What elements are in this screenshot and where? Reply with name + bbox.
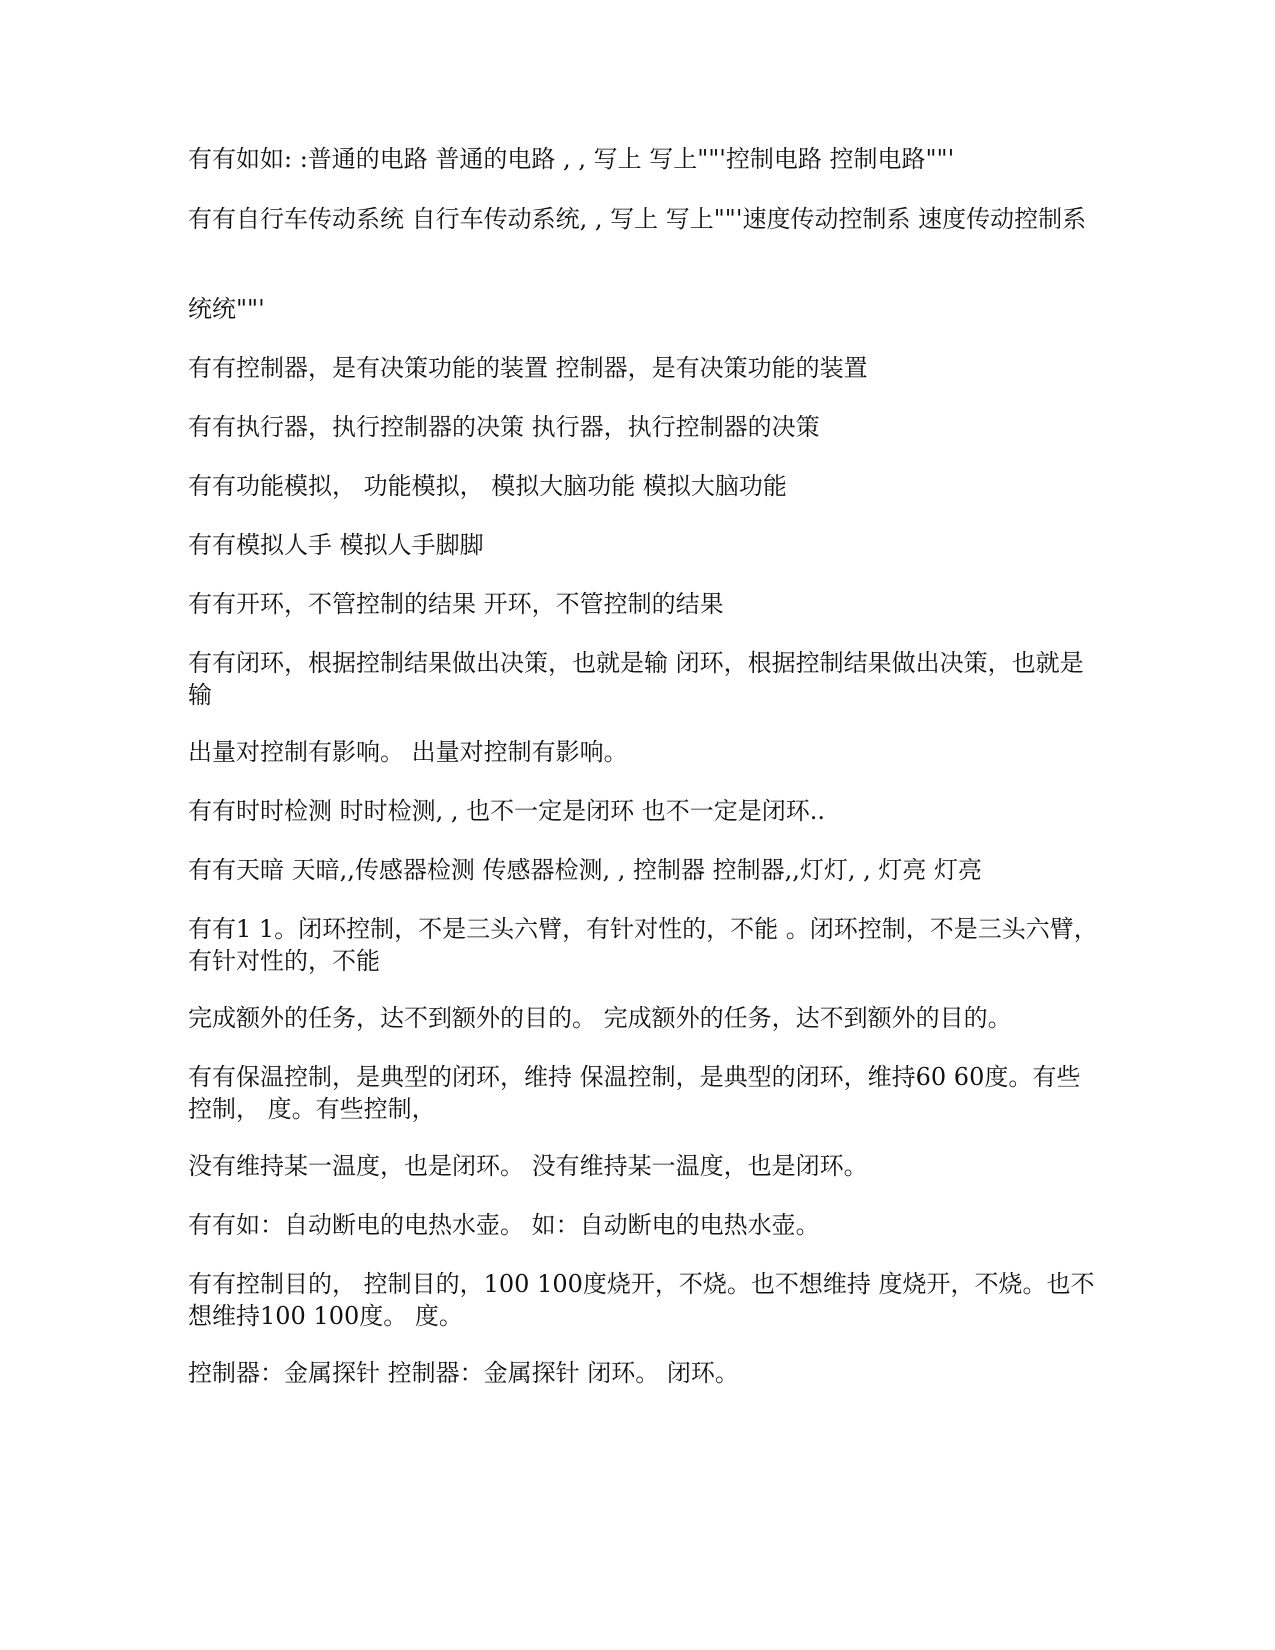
paragraph-2: 有有自行车传动系统 自行车传动系统, , 写上 写上""'速度传动控制系 速度传动控制系 — [188, 205, 1087, 233]
paragraph-7: 有有模拟人手 模拟人手脚脚 — [188, 531, 484, 559]
paragraph-13: 有有1 1。闭环控制，不是三头六臂，有针对性的，不能 。闭环控制，不是三头六臂，有针对性的，不能 — [188, 915, 1098, 975]
paragraph-16: 没有维持某一温度，也是闭环。 没有维持某一温度，也是闭环。 — [188, 1152, 868, 1180]
paragraph-1: 有有如如: :普通的电路 普通的电路 , , 写上 写上""'控制电路 控制电路""' — [188, 145, 955, 173]
paragraph-10: 出量对控制有影响。 出量对控制有影响。 — [188, 738, 628, 766]
paragraph-5: 有有执行器，执行控制器的决策 执行器，执行控制器的决策 — [188, 413, 820, 441]
paragraph-6: 有有功能模拟， 功能模拟， 模拟大脑功能 模拟大脑功能 — [188, 472, 787, 500]
paragraph-8: 有有开环，不管控制的结果 开环，不管控制的结果 — [188, 590, 724, 618]
paragraph-9: 有有闭环，根据控制结果做出决策，也就是输 闭环，根据控制结果做出决策，也就是输 — [188, 649, 1084, 709]
paragraph-4: 有有控制器，是有决策功能的装置 控制器，是有决策功能的装置 — [188, 354, 868, 382]
paragraph-19: 控制器：金属探针 控制器：金属探针 闭环。 闭环。 — [188, 1359, 739, 1387]
paragraph-15: 有有保温控制，是典型的闭环，维持 保温控制，是典型的闭环，维持60 60度。有些控制， 度。有些控制， — [188, 1063, 1081, 1123]
paragraph-14: 完成额外的任务，达不到额外的目的。 完成额外的任务，达不到额外的目的。 — [188, 1004, 1012, 1032]
paragraph-18: 有有控制目的， 控制目的，100 100度烧开，不烧。也不想维持 度烧开，不烧。也不想维持100 100度。 度。 — [188, 1270, 1095, 1330]
paragraph-12: 有有天暗 天暗,,传感器检测 传感器检测, , 控制器 控制器,,灯灯, , 灯亮 灯亮 — [188, 856, 983, 884]
paragraph-3: 统统""' — [188, 295, 265, 323]
paragraph-11: 有有时时检测 时时检测, , 也不一定是闭环 也不一定是闭环.. — [188, 797, 826, 825]
paragraph-17: 有有如：自动断电的电热水壶。 如：自动断电的电热水壶。 — [188, 1211, 820, 1239]
